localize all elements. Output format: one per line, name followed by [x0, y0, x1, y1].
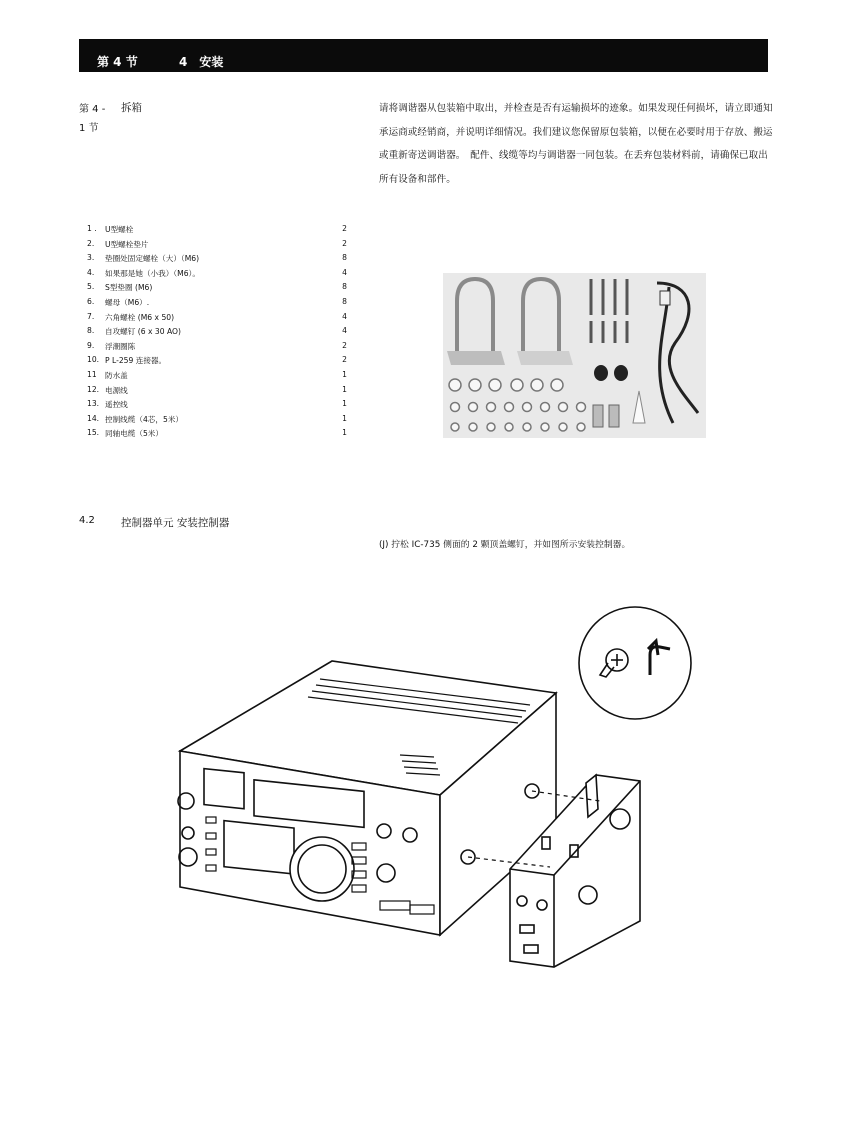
part-number: 3.	[87, 253, 95, 263]
parts-list-item	[79, 340, 351, 355]
parts-list-item	[79, 325, 351, 340]
part-name: 电源线	[105, 385, 128, 395]
part-name: 六角螺栓 (M6 x 50)	[105, 312, 175, 322]
subsection-number: 第 4 - 1 节	[79, 104, 106, 134]
part-quantity: 1	[342, 428, 347, 438]
subsection-number-2: 4.2	[79, 515, 95, 526]
parts-list-item	[79, 311, 351, 326]
parts-list-item	[79, 369, 351, 384]
part-name: 螺母（M6）.	[105, 297, 150, 307]
installation-diagram	[170, 605, 700, 975]
part-quantity: 2	[342, 355, 347, 365]
subsection-title: 拆箱	[121, 102, 142, 114]
part-number: 7.	[87, 311, 95, 321]
part-quantity: 1	[342, 384, 347, 394]
part-quantity: 1	[342, 369, 347, 379]
part-number: 2.	[87, 238, 95, 248]
section-title: 4 安装	[179, 55, 224, 69]
part-number: 10.	[87, 355, 100, 365]
part-name: 控制线缆（4芯，5米）	[105, 414, 184, 424]
part-name: 自攻螺钉 (6 x 30 AO)	[105, 327, 181, 337]
part-number: 11	[87, 369, 97, 379]
part-number: 9.	[87, 340, 95, 350]
parts-list-item	[79, 398, 351, 413]
parts-list-item	[79, 238, 351, 253]
parts-list-item	[79, 267, 351, 282]
section-label: 第 4 节	[97, 55, 138, 69]
part-quantity: 8	[342, 296, 347, 306]
part-name: P L-259 连接器。	[105, 356, 167, 366]
part-number: 4.	[87, 267, 95, 277]
parts-list-item	[79, 427, 351, 442]
part-name: 同轴电缆（5米）	[105, 429, 163, 439]
part-quantity: 2	[342, 224, 347, 233]
part-name: U型螺栓	[105, 225, 134, 234]
part-number: 1 .	[87, 224, 97, 233]
part-number: 14.	[87, 413, 100, 423]
part-quantity: 2	[342, 340, 347, 350]
part-name: S型垫圈 (M6)	[105, 283, 153, 293]
part-quantity: 4	[342, 326, 347, 336]
part-name: U型螺栓垫片	[105, 239, 149, 249]
part-number: 6.	[87, 296, 95, 306]
parts-list-item	[79, 384, 351, 399]
section-header-bar	[79, 39, 768, 72]
parts-list-item	[79, 413, 351, 428]
parts-list-item	[79, 296, 351, 311]
part-name: 浮潮圈陈	[105, 341, 136, 351]
part-name: 垫圈处固定螺栓（大）（M6)	[105, 254, 200, 264]
part-name: 防水盖	[105, 370, 128, 380]
parts-list-item	[79, 354, 351, 369]
install-instruction: (J) 拧松 IC-735 侧面的 2 颗顶盖螺钉，并如图所示安装控制器。	[379, 540, 631, 550]
part-quantity: 4	[342, 267, 347, 277]
part-name: 遥控线	[105, 400, 128, 410]
unpacking-paragraph: 请将调谐器从包装箱中取出，并检查是否有运输损坏的迹象。如果发现任何损坏，请立即通知承运商或经销商，并说明详细情况。我们建议您保留原包装箱，以便在必要时用于存放、搬运或重新寄送调谐器。 配件、线缆等均与调谐器一同包装。在丢弃包装材料前，请确保已取出所有设备和部件。	[379, 103, 773, 185]
parts-list-item	[79, 252, 351, 267]
part-quantity: 1	[342, 413, 347, 423]
parts-list-item	[79, 281, 351, 296]
parts-list-item	[79, 223, 351, 238]
part-quantity: 4	[342, 311, 347, 321]
part-number: 8.	[87, 326, 95, 336]
part-quantity: 8	[342, 253, 347, 263]
accessories-photo	[443, 273, 706, 438]
screw-callout-circle	[579, 607, 691, 719]
part-quantity: 2	[342, 238, 347, 248]
part-name: 如果那是她（小我）（M6）。	[105, 268, 200, 278]
part-number: 15.	[87, 428, 100, 438]
parts-list	[79, 223, 351, 442]
part-number: 12.	[87, 384, 100, 394]
part-quantity: 1	[342, 399, 347, 409]
subsection-title-2: 控制器单元 安装控制器	[121, 517, 230, 529]
part-quantity: 8	[342, 282, 347, 292]
part-number: 5.	[87, 282, 95, 292]
part-number: 13.	[87, 399, 100, 409]
